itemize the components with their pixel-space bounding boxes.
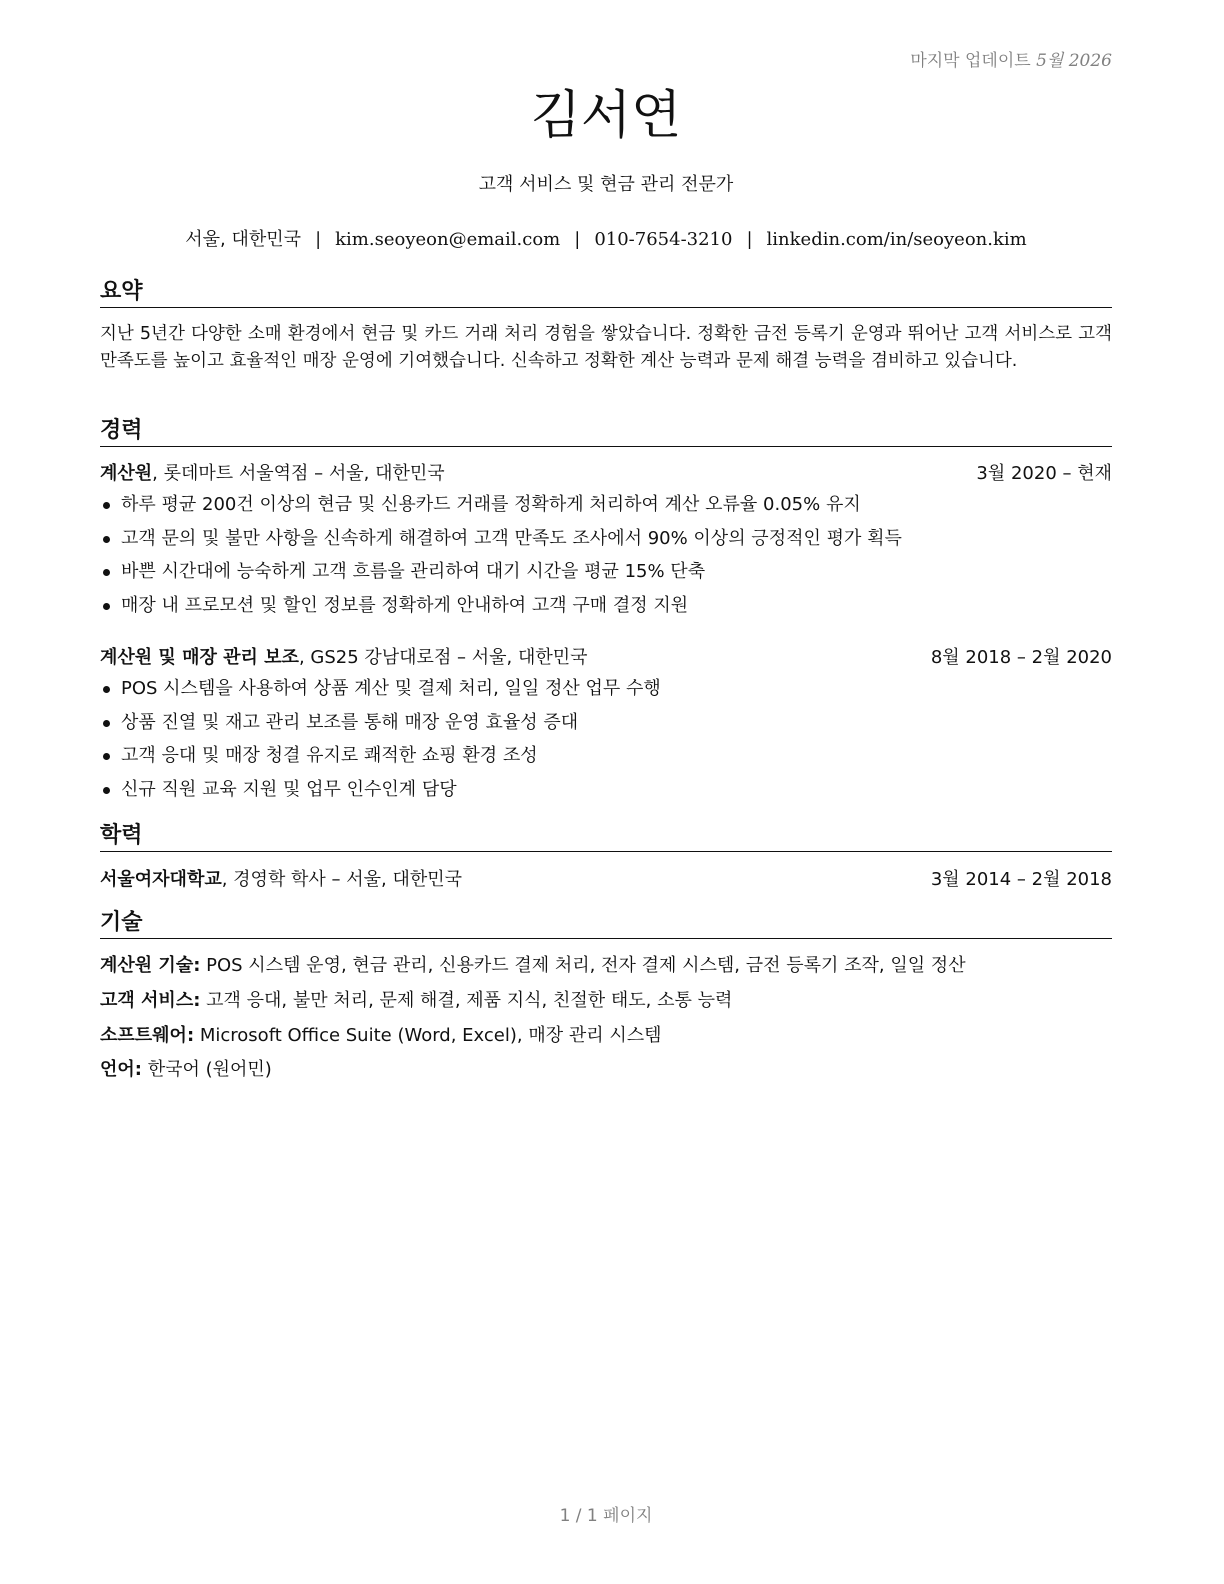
list-item: POS 시스템을 사용하여 상품 계산 및 결제 처리, 일일 정산 업무 수행 xyxy=(100,676,1112,710)
contact-line xyxy=(100,225,1112,251)
last-updated-prefix: 마지막 업데이트 xyxy=(910,51,1031,71)
list-item: 하루 평균 200건 이상의 현금 및 신용카드 거래를 정확하게 처리하여 계산 오류율 0.05% 유지 xyxy=(100,492,1112,526)
job-dates: 8월 2018 – 2월 2020 xyxy=(930,647,1112,668)
skill-label: 계산원 기술: xyxy=(100,955,201,976)
section-title-education: 학력 xyxy=(100,822,1112,852)
section-title-skills: 기술 xyxy=(100,909,1112,939)
job-employer: , 롯데마트 서울역점 – 서울, 대한민국 xyxy=(152,463,445,484)
skill-line xyxy=(100,1023,1112,1049)
job-role: 계산원 및 매장 관리 보조 xyxy=(100,647,299,668)
skill-label: 고객 서비스: xyxy=(100,990,201,1011)
summary-text: 지난 5년간 다양한 소매 환경에서 현금 및 카드 거래 처리 경험을 쌓았습니다. 정확한 금전 등록기 운영과 뛰어난 고객 서비스로 고객 만족도를 높이고 효율적인 매장 운영에 기여했습니다. 신속하고 정확한 계산 능력과 문제 해결 능력을 겸비하고 있습니다. xyxy=(100,324,1112,371)
job-header xyxy=(100,461,1112,487)
skill-line xyxy=(100,953,1112,979)
candidate-name: 김서연 xyxy=(530,86,682,146)
list-item: 신규 직원 교육 지원 및 업무 인수인계 담당 xyxy=(100,777,1112,811)
contact-separator: | xyxy=(574,229,581,250)
candidate-headline: 고객 서비스 및 현금 관리 전문가 xyxy=(478,174,734,195)
skill-value: POS 시스템 운영, 현금 관리, 신용카드 결제 처리, 전자 결제 시스템, 금전 등록기 조작, 일일 정산 xyxy=(200,955,966,976)
contact-linkedin[interactable]: linkedin.com/in/seoyeon.kim xyxy=(766,229,1027,250)
job-role: 계산원 xyxy=(100,463,153,484)
skill-label: 소프트웨어: xyxy=(100,1025,195,1046)
section-title-experience: 경력 xyxy=(100,417,1112,447)
job-employer: , GS25 강남대로점 – 서울, 대한민국 xyxy=(298,647,588,668)
job-bullets xyxy=(100,676,1112,810)
contact-separator: | xyxy=(746,229,753,250)
skill-label: 언어: xyxy=(100,1059,142,1080)
contact-phone: 010-7654-3210 xyxy=(594,229,733,250)
contact-separator: | xyxy=(315,229,322,250)
resume-page xyxy=(100,0,1112,1584)
contact-location: 서울, 대한민국 xyxy=(185,229,302,250)
list-item: 상품 진열 및 재고 관리 보조를 통해 매장 운영 효율성 증대 xyxy=(100,710,1112,744)
last-updated-date: 5월 2026 xyxy=(1036,51,1112,71)
job-dates: 3월 2020 – 현재 xyxy=(976,463,1112,484)
skill-value: Microsoft Office Suite (Word, Excel), 매장 관리 시스템 xyxy=(194,1025,662,1046)
list-item: 고객 문의 및 불만 사항을 신속하게 해결하여 고객 만족도 조사에서 90% 이상의 긍정적인 평가 획득 xyxy=(100,526,1112,560)
skill-value: 한국어 (원어민) xyxy=(141,1059,272,1080)
job-bullets xyxy=(100,492,1112,626)
list-item: 바쁜 시간대에 능숙하게 고객 흐름을 관리하여 대기 시간을 평균 15% 단축 xyxy=(100,559,1112,593)
list-item: 매장 내 프로모션 및 할인 정보를 정확하게 안내하여 고객 구매 결정 지원 xyxy=(100,593,1112,627)
education-dates: 3월 2014 – 2월 2018 xyxy=(930,869,1112,890)
skill-line xyxy=(100,1057,1112,1083)
last-updated xyxy=(910,46,1112,71)
education-detail: , 경영학 학사 – 서울, 대한민국 xyxy=(221,869,463,890)
skill-value: 고객 응대, 불만 처리, 문제 해결, 제품 지식, 친절한 태도, 소통 능력 xyxy=(200,990,733,1011)
skill-line xyxy=(100,988,1112,1014)
job-header xyxy=(100,645,1112,671)
education-school: 서울여자대학교 xyxy=(100,869,222,890)
contact-email[interactable]: kim.seoyeon@email.com xyxy=(335,229,561,250)
section-title-summary: 요약 xyxy=(100,278,1112,308)
list-item: 고객 응대 및 매장 청결 유지로 쾌적한 쇼핑 환경 조성 xyxy=(100,743,1112,777)
page-number: 1 / 1 페이지 xyxy=(559,1506,653,1526)
education-entry xyxy=(100,867,1112,893)
